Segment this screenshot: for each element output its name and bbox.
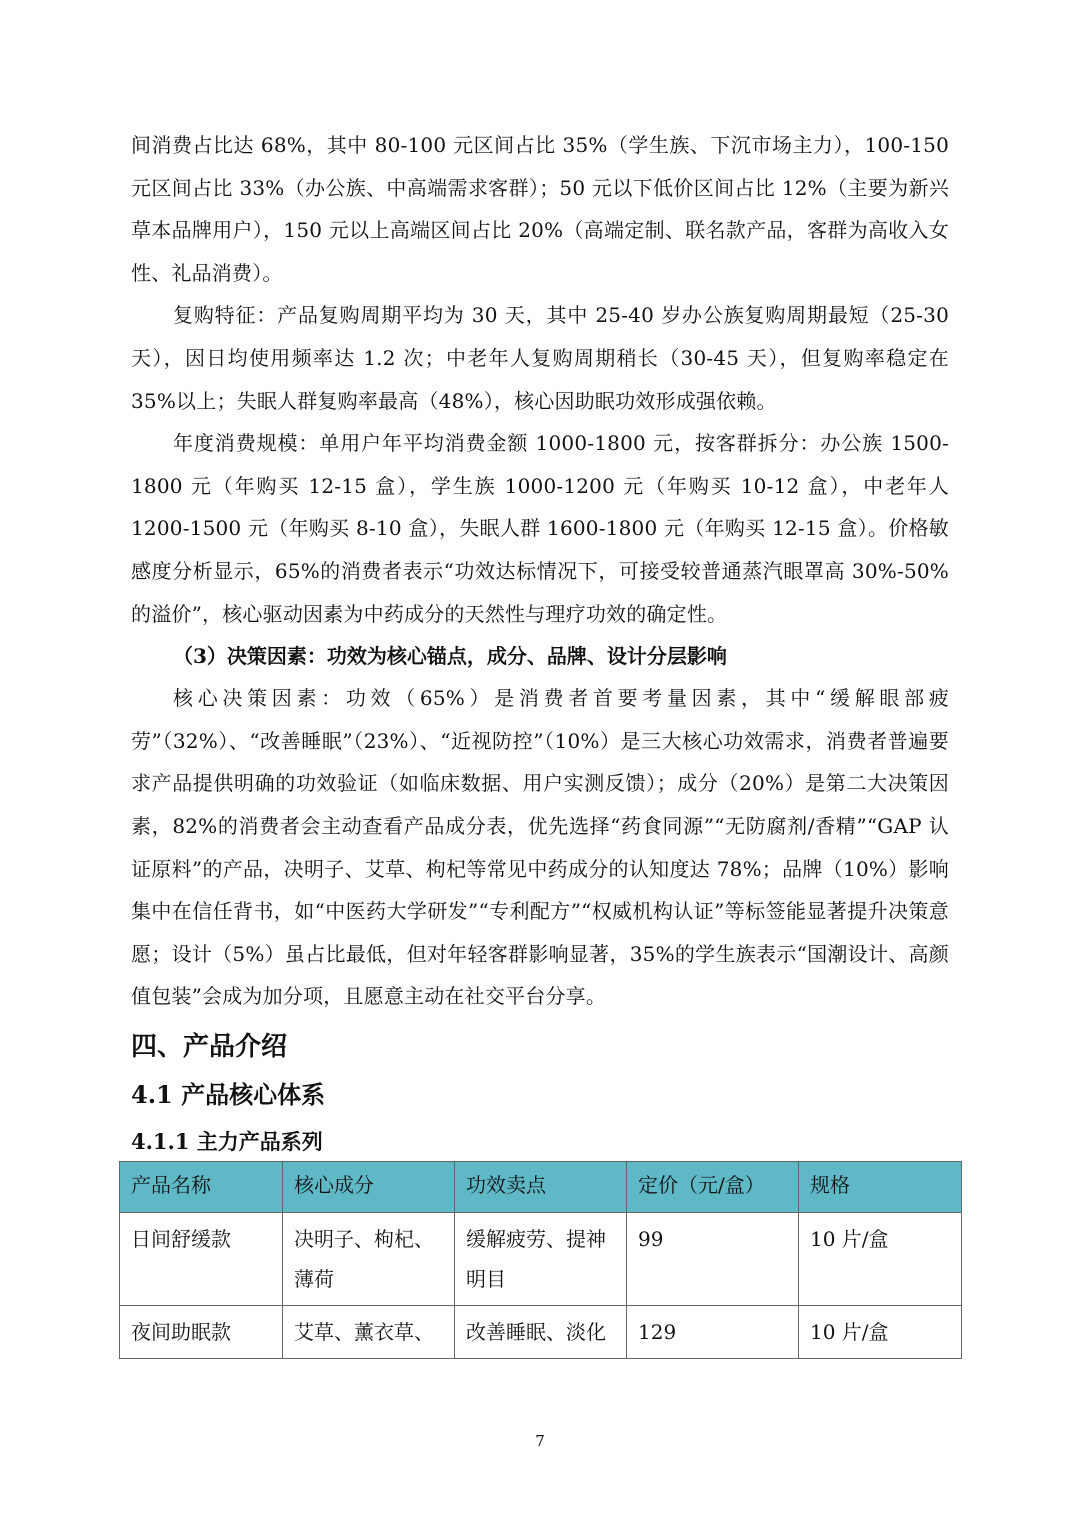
cell-benefits: 改善睡眠、淡化 xyxy=(455,1306,627,1359)
header-core-ingredients: 核心成分 xyxy=(283,1162,455,1213)
subheading-decision-factors: （3）决策因素：功效为核心锚点，成分、品牌、设计分层影响 xyxy=(173,644,727,669)
header-price: 定价（元/盒） xyxy=(627,1162,799,1213)
sub-subsection-heading: 4.1.1 主力产品系列 xyxy=(131,1128,323,1154)
cell-core-ingredients: 决明子、枸杞、薄荷 xyxy=(283,1213,455,1306)
document-body xyxy=(131,124,949,1156)
cell-product-name: 夜间助眠款 xyxy=(120,1306,283,1359)
cell-core-ingredients: 艾草、薰衣草、 xyxy=(283,1306,455,1359)
header-spec: 规格 xyxy=(799,1162,962,1213)
cell-spec: 10 片/盒 xyxy=(799,1213,962,1306)
table-row xyxy=(120,1213,962,1306)
cell-spec: 10 片/盒 xyxy=(799,1306,962,1359)
cell-benefits: 缓解疲劳、提神明目 xyxy=(455,1213,627,1306)
header-product-name: 产品名称 xyxy=(120,1162,283,1213)
cell-price: 99 xyxy=(627,1213,799,1306)
table-header-row xyxy=(120,1162,962,1213)
product-table xyxy=(119,1161,962,1359)
header-benefits: 功效卖点 xyxy=(455,1162,627,1213)
section-heading: 四、产品介绍 xyxy=(131,1031,288,1062)
subsection-heading: 4.1 产品核心体系 xyxy=(131,1079,326,1109)
paragraph-repurchase: 复购特征：产品复购周期平均为 30 天，其中 25-40 岁办公族复购周期最短（25-30 天），因日均使用频率达 1.2 次；中老年人复购周期稍长（30-45 天），但复购率稳定在 35%以上；失眠人群复购率最高（48%），核心因助眠功效形成强依赖。 xyxy=(131,303,949,413)
paragraph-annual-spend: 年度消费规模：单用户年平均消费金额 1000-1800 元，按客群拆分：办公族 1500-1800 元（年购买 12-15 盒），学生族 1000-1200 元（年购买 10-12 盒），中老年人 1200-1500 元（年购买 8-10 盒），失眠人群 1600-1800 元（年购买 12-15 盒）。价格敏感度分析显示，65%的消费者表示“功效达标情况下，可接受较普通蒸汽眼罩高 30%-50%的溢价”，核心驱动因素为中药成分的天然性与理疗功效的确定性。 xyxy=(131,431,949,626)
cell-price: 129 xyxy=(627,1306,799,1359)
paragraph-decision-factors: 核心决策因素：功效（65%）是消费者首要考量因素，其中“缓解眼部疲劳”（32%）、“改善睡眠”（23%）、“近视防控”（10%）是三大核心功效需求，消费者普遍要求产品提供明确的功效验证（如临床数据、用户实测反馈）；成分（20%）是第二大决策因素，82%的消费者会主动查看产品成分表，优先选择“药食同源”“无防腐剂/香精”“GAP 认证原料”的产品，决明子、艾草、枸杞等常见中药成分的认知度达 78%；品牌（10%）影响集中在信任背书，如“中医药大学研发”“专利配方”“权威机构认证”等标签能显著提升决策意愿；设计（5%）虽占比最低，但对年轻客群影响显著，35%的学生族表示“国潮设计、高颜值包装”会成为加分项，且愿意主动在社交平台分享。 xyxy=(131,686,949,1009)
paragraph-price-range: 间消费占比达 68%，其中 80-100 元区间占比 35%（学生族、下沉市场主力），100-150 元区间占比 33%（办公族、中高端需求客群）；50 元以下低价区间占比 12%（主要为新兴草本品牌用户），150 元以上高端区间占比 20%（高端定制、联名款产品，客群为高收入女性、礼品消费）。 xyxy=(131,133,949,285)
page-number: 7 xyxy=(535,1432,545,1450)
cell-product-name: 日间舒缓款 xyxy=(120,1213,283,1306)
table-row xyxy=(120,1306,962,1359)
